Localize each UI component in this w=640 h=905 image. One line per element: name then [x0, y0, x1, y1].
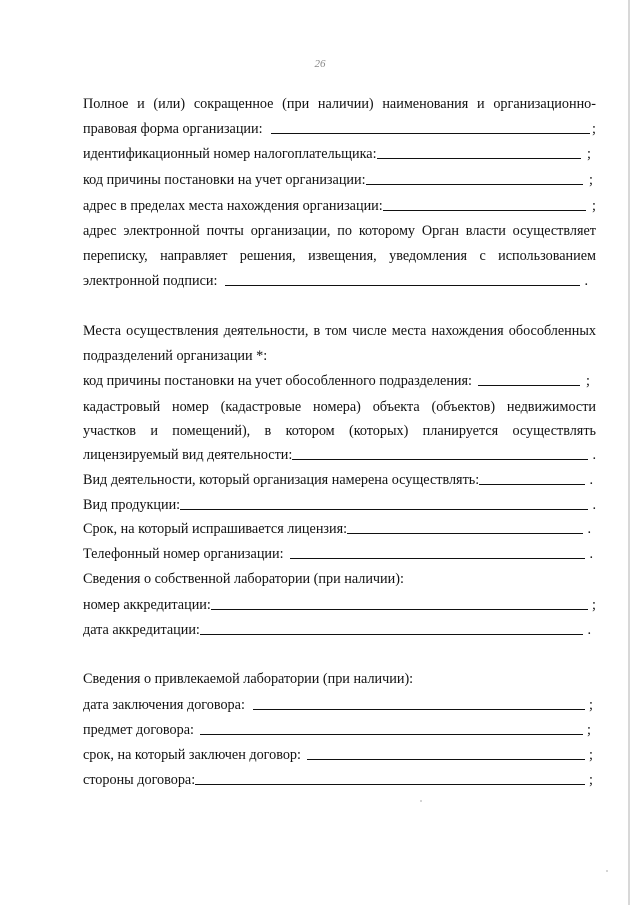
- scan-edge: [628, 0, 630, 905]
- semicolon: ;: [589, 772, 593, 788]
- field-email[interactable]: [83, 272, 588, 290]
- period: .: [589, 546, 593, 562]
- field-org-form[interactable]: [83, 120, 596, 138]
- semicolon: ;: [589, 172, 593, 188]
- field-contract-subject[interactable]: [83, 721, 591, 739]
- field-org-form-line[interactable]: [271, 133, 590, 134]
- field-product-type[interactable]: [83, 496, 596, 514]
- field-product-type-line[interactable]: [180, 509, 588, 510]
- field-contract-parties-line[interactable]: [195, 784, 585, 785]
- text-line-6: адрес электронной почты организации, по которому Орган власти осуществляет: [83, 223, 596, 239]
- semicolon: ;: [589, 697, 593, 713]
- field-licensed-activity[interactable]: [83, 446, 596, 464]
- field-phone-label: Телефонный номер организации:: [83, 546, 284, 562]
- semicolon: ;: [587, 146, 591, 162]
- field-contract-parties[interactable]: [83, 771, 593, 789]
- field-license-term-label: Срок, на который испрашивается лицензия:: [83, 521, 348, 537]
- field-kpp[interactable]: [83, 171, 593, 189]
- period: .: [584, 273, 588, 289]
- field-contract-parties-label: стороны договора:: [83, 772, 196, 788]
- field-licensed-activity-label: лицензируемый вид деятельности:: [83, 447, 293, 463]
- semicolon: ;: [592, 198, 596, 214]
- page-number: 26: [314, 58, 326, 70]
- period: .: [587, 521, 591, 537]
- field-contract-date[interactable]: [83, 696, 593, 714]
- field-inn[interactable]: [83, 145, 591, 163]
- semicolon: ;: [592, 597, 596, 613]
- text-line-7: переписку, направляет решения, извещения, уведомления с использованием: [83, 248, 596, 264]
- text-line-10: подразделений организации *:: [83, 348, 268, 364]
- field-contract-date-line[interactable]: [253, 709, 585, 710]
- field-accreditation-number-line[interactable]: [211, 609, 588, 610]
- field-contract-term-line[interactable]: [307, 759, 585, 760]
- scan-speck: [606, 870, 608, 872]
- field-kpp-label: код причины постановки на учет организации:: [83, 172, 366, 188]
- field-accreditation-number[interactable]: [83, 596, 596, 614]
- text-own-lab: Сведения о собственной лаборатории (при наличии):: [83, 571, 404, 587]
- field-branch-kpp-label: код причины постановки на учет обособленного подразделения:: [83, 373, 472, 389]
- semicolon: ;: [586, 373, 590, 389]
- field-accreditation-number-label: номер аккредитации:: [83, 597, 211, 613]
- field-org-form-label: правовая форма организации:: [83, 121, 263, 137]
- field-address[interactable]: [83, 197, 596, 215]
- field-license-term[interactable]: [83, 520, 591, 538]
- field-email-label: электронной подписи:: [83, 273, 218, 289]
- field-activity-type-label: Вид деятельности, который организация намерена осуществлять:: [83, 472, 480, 488]
- period: .: [592, 447, 596, 463]
- field-accreditation-date[interactable]: [83, 621, 591, 639]
- field-phone-line[interactable]: [290, 558, 586, 559]
- field-inn-label: идентификационный номер налогоплательщика:: [83, 146, 377, 162]
- field-contract-subject-label: предмет договора:: [83, 722, 194, 738]
- field-email-line[interactable]: [225, 285, 580, 286]
- field-accreditation-date-line[interactable]: [200, 634, 584, 635]
- semicolon: ;: [592, 121, 596, 137]
- field-contract-term-label: срок, на который заключен договор:: [83, 747, 301, 763]
- field-activity-type-line[interactable]: [479, 484, 585, 485]
- text-line-13: участков и помещений), в котором (которых) планируется осуществлять: [83, 423, 596, 439]
- field-contract-term[interactable]: [83, 746, 593, 764]
- field-contract-subject-line[interactable]: [200, 734, 583, 735]
- field-license-term-line[interactable]: [347, 533, 583, 534]
- field-contract-date-label: дата заключения договора:: [83, 697, 245, 713]
- field-activity-type[interactable]: [83, 471, 593, 489]
- text-external-lab: Сведения о привлекаемой лаборатории (при наличии):: [83, 671, 414, 687]
- field-branch-kpp-line[interactable]: [478, 385, 580, 386]
- text-line-12: кадастровый номер (кадастровые номера) объекта (объектов) недвижимости: [83, 399, 596, 415]
- field-phone[interactable]: [83, 545, 593, 563]
- field-address-label: адрес в пределах места нахождения организации:: [83, 198, 383, 214]
- semicolon: ;: [587, 722, 591, 738]
- field-address-line[interactable]: [383, 210, 586, 211]
- semicolon: ;: [589, 747, 593, 763]
- text-line-9: Места осуществления деятельности, в том числе места нахождения обособленных: [83, 323, 596, 339]
- field-accreditation-date-label: дата аккредитации:: [83, 622, 200, 638]
- field-inn-line[interactable]: [377, 158, 581, 159]
- period: .: [587, 622, 591, 638]
- period: .: [592, 497, 596, 513]
- field-kpp-line[interactable]: [366, 184, 584, 185]
- period: .: [589, 472, 593, 488]
- field-branch-kpp[interactable]: [83, 372, 590, 390]
- text-line-1: Полное и (или) сокращенное (при наличии) наименования и организационно-: [83, 96, 596, 112]
- field-licensed-activity-line[interactable]: [292, 459, 588, 460]
- scan-speck: [420, 800, 422, 802]
- field-product-type-label: Вид продукции:: [83, 497, 181, 513]
